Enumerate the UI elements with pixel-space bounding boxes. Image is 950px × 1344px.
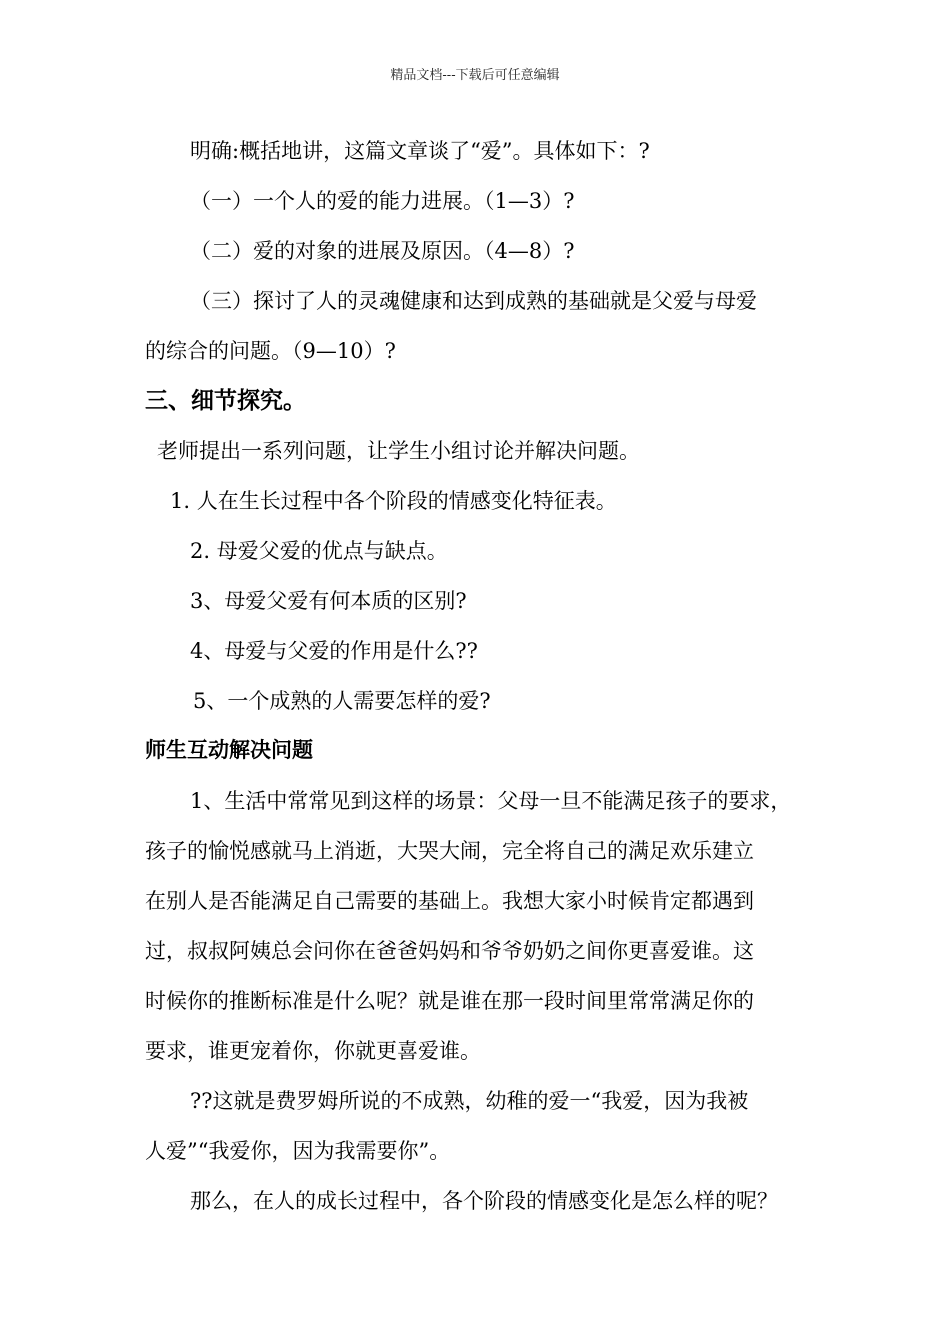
paragraph-line: 1、生活中常常见到这样的场景：父母一旦不能满足孩子的要求， — [190, 789, 792, 813]
paragraph-line: 明确:概括地讲，这篇文章谈了“爱”。具体如下：? — [190, 139, 650, 163]
list-item: 1. 人在生长过程中各个阶段的情感变化特征表。 — [170, 489, 617, 513]
page-header: 精品文档---下载后可任意编辑 — [390, 68, 560, 83]
paragraph-line: （三）探讨了人的灵魂健康和达到成熟的基础就是父爱与母爱 — [190, 289, 757, 313]
paragraph-line: 的综合的问题。（9—10）? — [145, 339, 396, 363]
paragraph-line: 孩子的愉悦感就马上消逝，大哭大闹，完全将自己的满足欢乐建立 — [145, 839, 754, 863]
paragraph-line: 要求，谁更宠着你，你就更喜爱谁。 — [145, 1039, 481, 1063]
paragraph-line: （二）爱的对象的进展及原因。（4—8）? — [190, 239, 575, 263]
paragraph-line: 那么，在人的成长过程中，各个阶段的情感变化是怎么样的呢？ — [190, 1189, 778, 1213]
list-item: 3、母爱父爱有何本质的区别? — [190, 589, 467, 613]
paragraph-line: 在别人是否能满足自己需要的基础上。我想大家小时候肯定都遇到 — [145, 889, 754, 913]
list-item: 4、母爱与父爱的作用是什么?? — [190, 639, 478, 663]
paragraph-line: 老师提出一系列问题，让学生小组讨论并解决问题。 — [157, 439, 640, 463]
paragraph-line: 过，叔叔阿姨总会问你在爸爸妈妈和爷爷奶奶之间你更喜爱谁。这 — [145, 939, 754, 963]
paragraph-line: 时候你的推断标准是什么呢？就是谁在那一段时间里常常满足你的 — [145, 989, 754, 1013]
paragraph-line: （一）一个人的爱的能力进展。（1—3）? — [190, 189, 575, 213]
paragraph-line: 人爱”“我爱你，因为我需要你”。 — [145, 1139, 451, 1163]
list-item: 2. 母爱父爱的优点与缺点。 — [190, 539, 448, 563]
paragraph-line: ??这就是费罗姆所说的不成熟，幼稚的爱一“我爱，因为我被 — [190, 1089, 749, 1113]
list-item: 5、一个成熟的人需要怎样的爱? — [193, 689, 491, 713]
subheading: 师生互动解决问题 — [145, 737, 313, 762]
section-heading: 三、细节探究。 — [145, 387, 306, 414]
